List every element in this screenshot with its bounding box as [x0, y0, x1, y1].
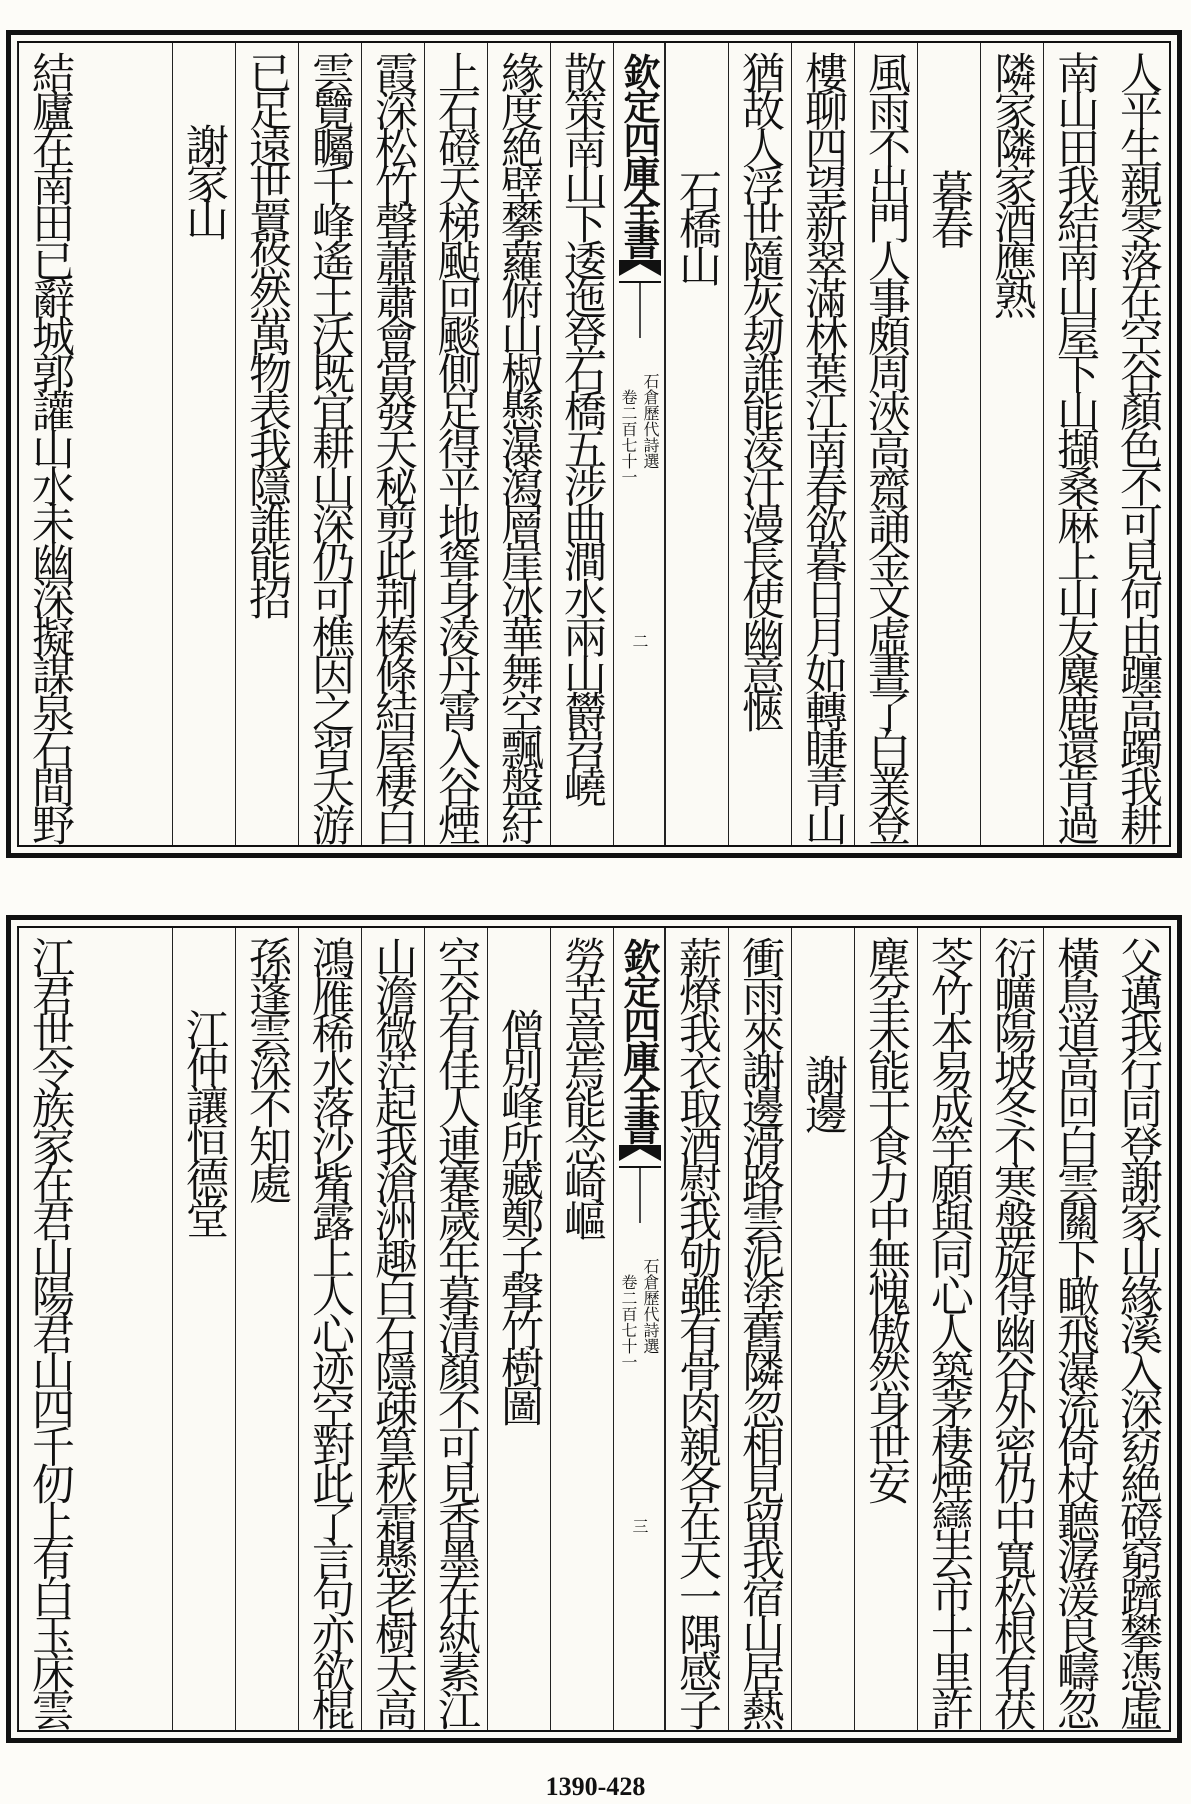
column-text: 勞苦意焉能念崎嶇 — [557, 936, 607, 1237]
fish-tail-mark-icon — [617, 1143, 663, 1223]
column-text: 上石磴天梯颭回颷側足得平地聳身淩丹霄入谷煙 — [431, 51, 481, 841]
poem-title-column — [917, 43, 980, 845]
poem-title-column — [487, 928, 550, 1730]
text-column — [854, 928, 917, 1730]
book-title: 欽定四庫全書 — [617, 53, 661, 257]
text-column — [854, 43, 917, 845]
top-page-frame — [17, 41, 1171, 847]
text-column — [1106, 928, 1169, 1730]
text-column — [1043, 928, 1106, 1730]
column-text: 苓竹本易成竿願與同心人築茅棲煙巒去市十里許 — [924, 936, 974, 1726]
text-column — [917, 928, 980, 1730]
column-text: 霞深松竹聲蕭蕭會當發天秘剪此荆榛條結屋棲白 — [368, 51, 418, 841]
text-column — [791, 43, 854, 845]
column-text: 風雨不出門人事頗周浹高齋誦金文虛晝了白業登 — [861, 51, 911, 841]
top-page — [6, 30, 1182, 858]
text-column — [980, 43, 1043, 845]
text-column — [728, 43, 791, 845]
column-text: 衍曠陽坡冬不寒盤旋得幽谷外密仍中寬松根有茯 — [987, 936, 1037, 1726]
text-column — [235, 928, 298, 1730]
text-column — [361, 928, 424, 1730]
text-column — [550, 43, 613, 845]
book-title: 欽定四庫全書 — [617, 938, 661, 1142]
column-text: 橫鳥道高回白雲關下瞰飛瀑流倚杖聽潺湲良疇忽 — [1050, 936, 1100, 1726]
poem-title-column — [665, 43, 728, 845]
poem-title: 江仲讓恒德堂 — [179, 1008, 229, 1234]
column-text: 隣家隣家酒應熟 — [987, 51, 1037, 315]
volume-info — [616, 1258, 662, 1638]
text-column — [17, 43, 172, 845]
volume-info — [616, 373, 662, 753]
poem-title-column — [172, 43, 235, 845]
text-column — [17, 928, 172, 1730]
column-text: 孫蓬雲深不知處 — [242, 936, 292, 1200]
catalog-number: 1390-428 — [545, 1772, 646, 1801]
column-text: 雲覽矚千峰遙土沃既宜耕山深仍可樵因之習夭游 — [305, 51, 355, 841]
column-text: 薪燎我衣取酒慰我劬雖有骨肉親各在天一隅感子 — [672, 936, 722, 1726]
poem-title-column — [791, 928, 854, 1730]
poem-title-column — [172, 928, 235, 1730]
book-subtitle: 石倉歷代詩選 — [641, 1258, 660, 1354]
text-column — [424, 43, 487, 845]
text-column — [1106, 43, 1169, 845]
column-text: 散策南山下逶迤登石橋五涉曲澗水兩山欝岧嶢 — [557, 51, 607, 804]
column-text: 空谷有佳人連蹇歲年暮清顏不可見香墨在紈素江 — [431, 936, 481, 1726]
bottom-page-frame — [17, 926, 1171, 1732]
text-column — [980, 928, 1043, 1730]
poem-title: 謝邊 — [798, 1054, 848, 1130]
volume-number: 卷二百七十一 — [619, 389, 638, 485]
page-number: 三 — [630, 1518, 649, 1534]
column-text: 江君世令族家在君山陽君山四千仞上有白玉床雲 — [25, 936, 75, 1726]
text-column — [298, 928, 361, 1730]
text-column — [665, 928, 728, 1730]
text-column — [1043, 43, 1106, 845]
column-text: 鴻雁稀水落沙觜露上人心迹空對此了言句亦欲棍 — [305, 936, 355, 1726]
poem-title: 石橋山 — [672, 169, 722, 282]
center-fold-column — [613, 43, 665, 845]
bottom-page — [6, 915, 1182, 1743]
center-fold-column — [613, 928, 665, 1730]
column-text: 猶故人浮世隨灰刼誰能淩汗漫長使幽意愜 — [735, 51, 785, 728]
column-text: 塵坌未能干食力中無愧傲然身世安 — [861, 936, 911, 1501]
column-text: 結廬在南田已辭城郭讙山水未幽深擬謀泉石間野 — [25, 51, 75, 841]
column-text: 南山田我結南山屋下山擷桑麻上山友麋鹿還肯過 — [1050, 51, 1100, 841]
fish-tail-mark-icon — [617, 258, 663, 338]
text-column — [235, 43, 298, 845]
column-text: 緣度絶壁攀蘿俯山椒懸瀑瀉層崖冰華舞空飄盤紆 — [494, 51, 544, 841]
column-text: 父邁我行同登謝家山緣溪入深窈絶磴窮躋攀憑虛 — [1113, 936, 1163, 1726]
poem-title: 謝家山 — [179, 123, 229, 236]
text-column — [424, 928, 487, 1730]
book-subtitle: 石倉歷代詩選 — [641, 373, 660, 469]
column-text: 樓聊四望新翠滿林葉江南春欲暮日月如轉睫青山 — [798, 51, 848, 841]
text-column — [298, 43, 361, 845]
text-column — [550, 928, 613, 1730]
poem-title: 僧別峰所藏鄭子聲竹樹圖 — [494, 1008, 544, 1422]
column-text: 已足遠世囂悠然萬物表我隱誰能招 — [242, 51, 292, 616]
text-column — [487, 43, 550, 845]
column-text: 人平生親零落在空谷顏色不可見何由躔高躅我耕 — [1113, 51, 1163, 841]
page-number: 二 — [630, 633, 649, 649]
text-column — [361, 43, 424, 845]
volume-number: 卷二百七十一 — [619, 1274, 638, 1370]
text-column — [728, 928, 791, 1730]
column-text: 山澹微茫起我滄洲趣白石隱疎篁秋霜懸老樹天高 — [368, 936, 418, 1726]
column-text: 衝雨來謝邊滑路雲泥塗舊隣忽相見留我宿山居爇 — [735, 936, 785, 1726]
poem-title: 暮春 — [924, 169, 974, 245]
